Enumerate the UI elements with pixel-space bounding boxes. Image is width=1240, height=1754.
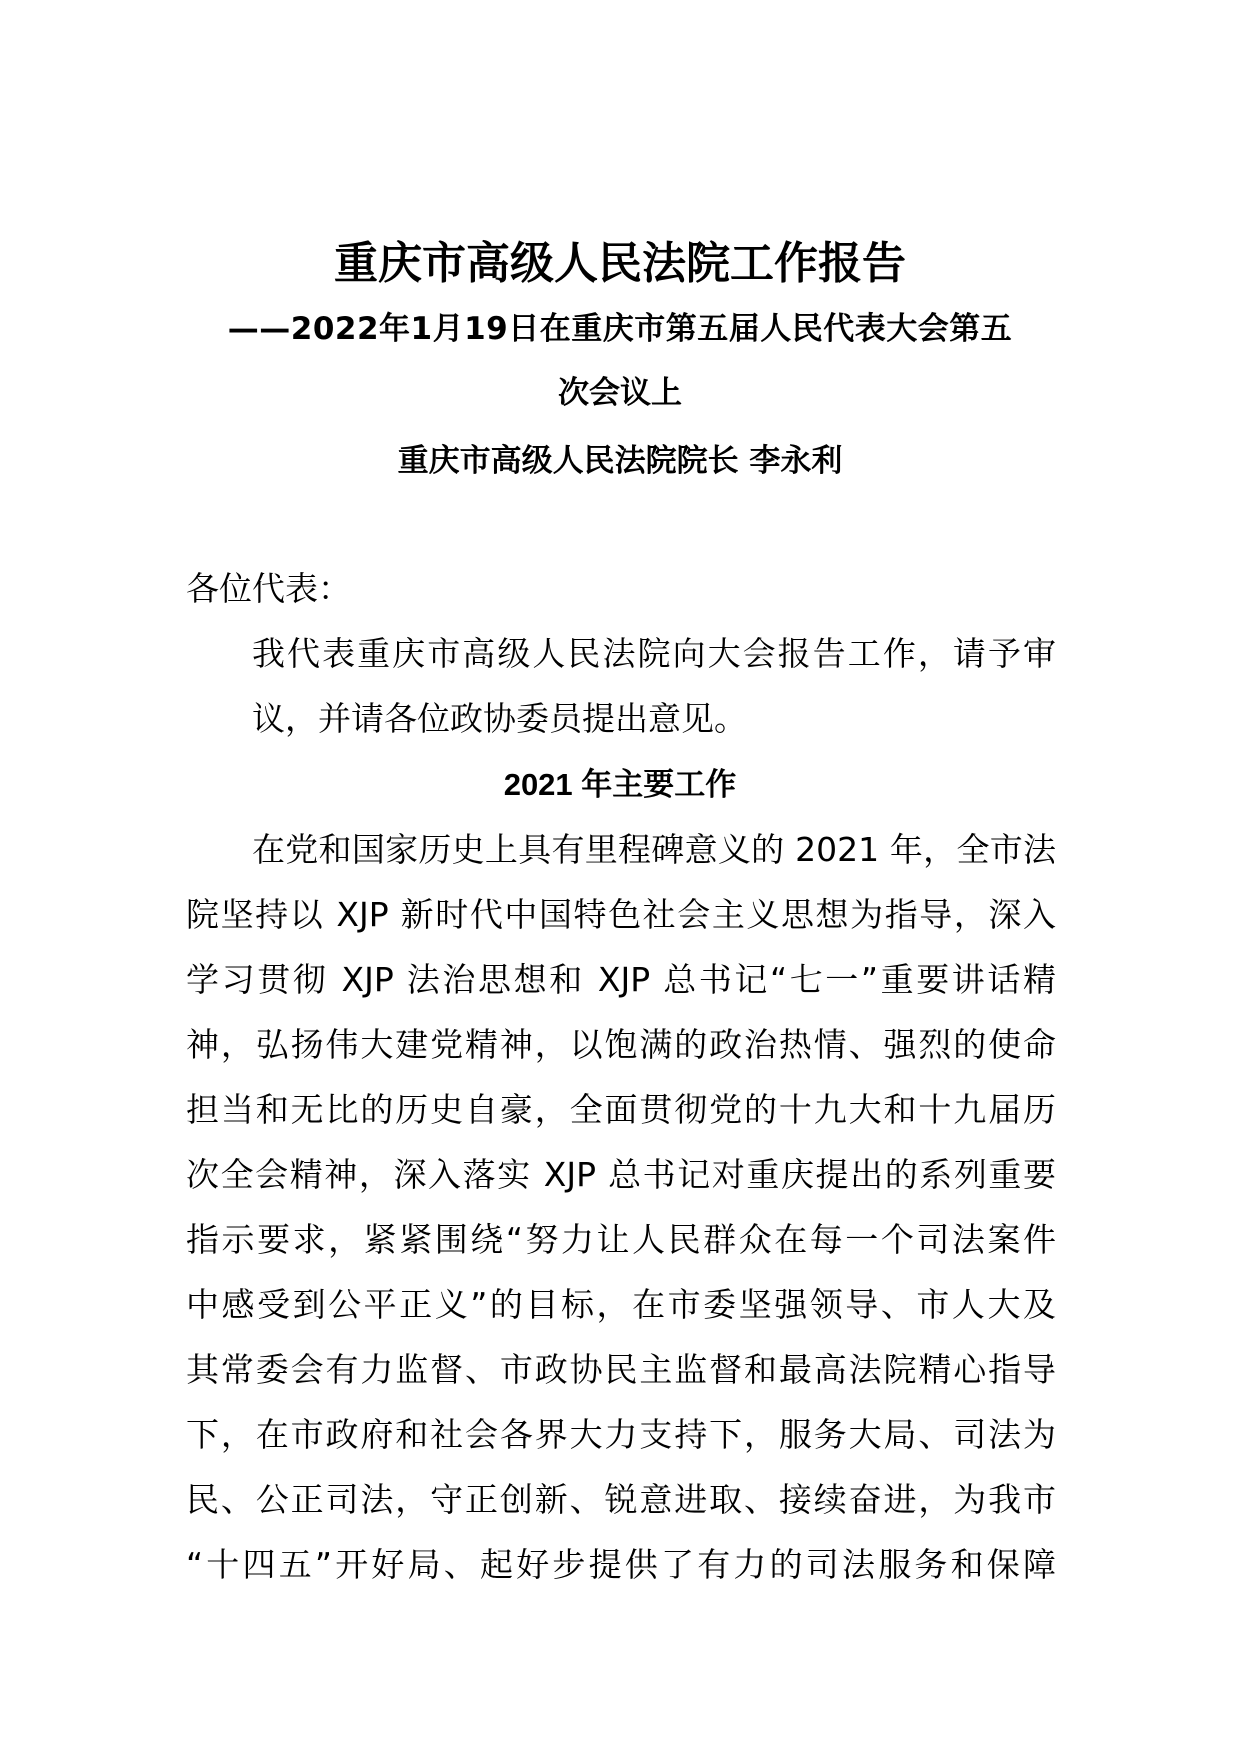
intro-paragraph bbox=[186, 621, 1056, 751]
report-author: 重庆市高级人民法院院长 李永利 bbox=[397, 443, 843, 479]
paragraph-line: 其常委会有力监督、市政协民主监督和最高法院精心指导 bbox=[186, 1350, 1056, 1389]
main-paragraph bbox=[186, 817, 1056, 1597]
salutation: 各位代表： bbox=[186, 569, 351, 608]
section-heading: 2021 年主要工作 bbox=[503, 767, 737, 802]
paragraph-line: 指示要求，紧紧围绕“努力让人民群众在每一个司法案件 bbox=[186, 1220, 1056, 1259]
paragraph-line: 院坚持以 XJP 新时代中国特色社会主义思想为指导，深入 bbox=[186, 895, 1056, 934]
paragraph-line: 担当和无比的历史自豪，全面贯彻党的十九大和十九届历 bbox=[186, 1090, 1056, 1129]
paragraph-line: 次全会精神，深入落实 XJP 总书记对重庆提出的系列重要 bbox=[186, 1155, 1056, 1194]
paragraph-line: 中感受到公平正义”的目标，在市委坚强领导、市人大及 bbox=[186, 1285, 1056, 1324]
paragraph-line: 下，在市政府和社会各界大力支持下，服务大局、司法为 bbox=[186, 1415, 1056, 1454]
report-subtitle-line-1: ——2022年1月19日在重庆市第五届人民代表大会第五 bbox=[227, 311, 1013, 347]
paragraph-line: 神，弘扬伟大建党精神，以饱满的政治热情、强烈的使命 bbox=[186, 1025, 1056, 1064]
paragraph-line: 民、公正司法，守正创新、锐意进取、接续奋进，为我市 bbox=[186, 1480, 1056, 1519]
intro-line-1: 我代表重庆市高级人民法院向大会报告工作，请予审 bbox=[252, 634, 1056, 673]
report-subtitle-line-2: 次会议上 bbox=[558, 375, 682, 411]
report-title: 重庆市高级人民法院工作报告 bbox=[334, 238, 906, 289]
paragraph-line: 在党和国家历史上具有里程碑意义的 2021 年，全市法 bbox=[252, 830, 1056, 869]
paragraph-line: 学习贯彻 XJP 法治思想和 XJP 总书记“七一”重要讲话精 bbox=[186, 960, 1056, 999]
intro-line-2: 议，并请各位政协委员提出意见。 bbox=[252, 699, 747, 738]
paragraph-line: “十四五”开好局、起好步提供了有力的司法服务和保障 bbox=[186, 1545, 1056, 1584]
